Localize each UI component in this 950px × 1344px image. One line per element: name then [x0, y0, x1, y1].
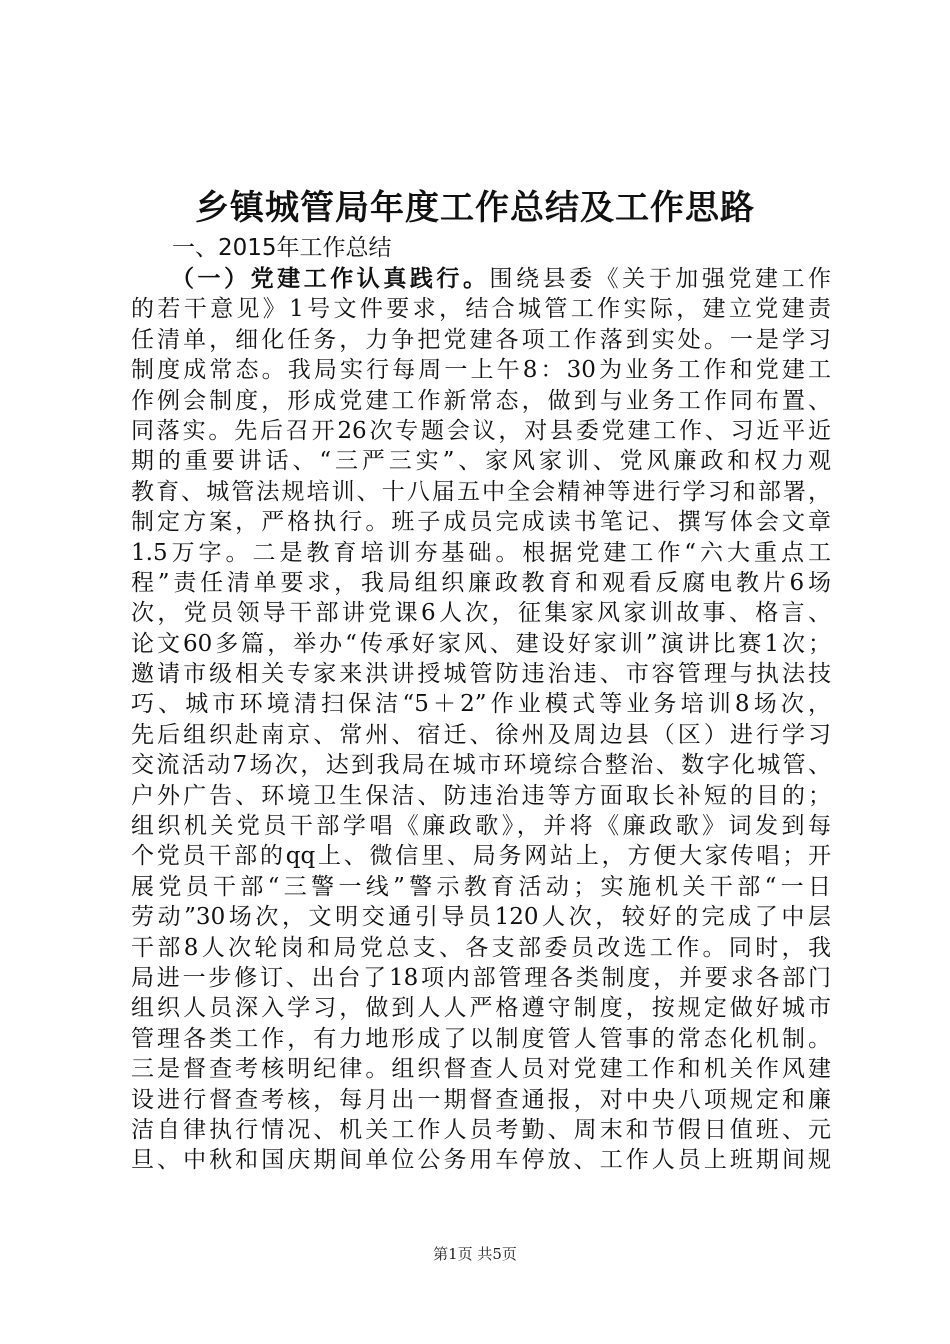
paragraph-line: 邀请市级相关专家来洪讲授城管防违治违、市容管理与执法技: [131, 661, 831, 688]
subsection-heading: （一）党建工作认真践行。: [171, 266, 490, 292]
paragraph-line-text: 围绕县委《关于加强党建工作: [489, 266, 832, 292]
paragraph-line: 期的重要讲话、“三严三实”、家风家训、党风廉政和权力观: [131, 448, 831, 475]
paragraph-line: 次，党员领导干部讲党课6人次，征集家风家训故事、格言、: [131, 600, 831, 627]
paragraph-line: 程”责任清单要求，我局组织廉政教育和观看反腐电教片6场: [131, 569, 831, 596]
paragraph-line: 户外广告、环境卫生保洁、防违治违等方面取长补短的目的；: [131, 782, 831, 809]
page-number-footer: 第1页 共5页: [433, 1245, 517, 1263]
paragraph-line: 局进一步修订、出台了18项内部管理各类制度，并要求各部门: [131, 964, 831, 991]
paragraph-line: 教育、城管法规培训、十八届五中全会精神等进行学习和部署，: [131, 478, 831, 505]
document-title: 乡镇城管局年度工作总结及工作思路: [195, 188, 755, 228]
paragraph-line: 同落实。先后召开26次专题会议，对县委党建工作、习近平近: [131, 417, 831, 444]
paragraph-line: 展党员干部“三警一线”警示教育活动；实施机关干部“一日: [131, 873, 831, 900]
paragraph-line: [131, 264, 831, 294]
paragraph-line: 制定方案，严格执行。班子成员完成读书笔记、撰写体会文章: [131, 509, 831, 536]
paragraph-line: 作例会制度，形成党建工作新常态，做到与业务工作同布置、: [131, 387, 831, 414]
body-paragraph: [131, 264, 831, 1176]
paragraph-line: 任清单，细化任务，力争把党建各项工作落到实处。一是学习: [131, 326, 831, 353]
paragraph-line: 设进行督查考核，每月出一期督查通报，对中央八项规定和廉: [131, 1086, 831, 1113]
paragraph-line: 三是督查考核明纪律。组织督查人员对党建工作和机关作风建: [131, 1056, 831, 1083]
paragraph-line: 干部8人次轮岗和局党总支、各支部委员改选工作。同时，我: [131, 934, 831, 961]
paragraph-line: 1.5万字。二是教育培训夯基础。根据党建工作“六大重点工: [131, 539, 831, 566]
paragraph-line: 组织人员深入学习，做到人人严格遵守制度，按规定做好城市: [131, 995, 831, 1022]
section-heading: 一、2015年工作总结: [172, 235, 392, 261]
paragraph-line: 洁自律执行情况、机关工作人员考勤、周末和节假日值班、元: [131, 1116, 831, 1143]
paragraph-line: 旦、中秋和国庆期间单位公务用车停放、工作人员上班期间规: [131, 1147, 831, 1174]
paragraph-line: 个党员干部的qq上、微信里、局务网站上，方便大家传唱；开: [131, 843, 831, 870]
paragraph-line: 交流活动7场次，达到我局在城市环境综合整治、数字化城管、: [131, 752, 831, 779]
paragraph-line: 组织机关党员干部学唱《廉政歌》，并将《廉政歌》词发到每: [131, 813, 831, 840]
paragraph-line: 巧、城市环境清扫保洁“5＋2”作业模式等业务培训8场次，: [131, 691, 831, 718]
paragraph-line: 制度成常态。我局实行每周一上午8：30为业务工作和党建工: [131, 357, 831, 384]
paragraph-line: 的若干意见》1号文件要求，结合城管工作实际，建立党建责: [131, 296, 831, 323]
paragraph-line: 先后组织赴南京、常州、宿迁、徐州及周边县（区）进行学习: [131, 721, 831, 748]
paragraph-line: 论文60多篇，举办“传承好家风、建设好家训”演讲比赛1次；: [131, 630, 831, 657]
paragraph-line: 劳动”30场次，文明交通引导员120人次，较好的完成了中层: [131, 904, 831, 931]
paragraph-line: 管理各类工作，有力地形成了以制度管人管事的常态化机制。: [131, 1025, 831, 1052]
